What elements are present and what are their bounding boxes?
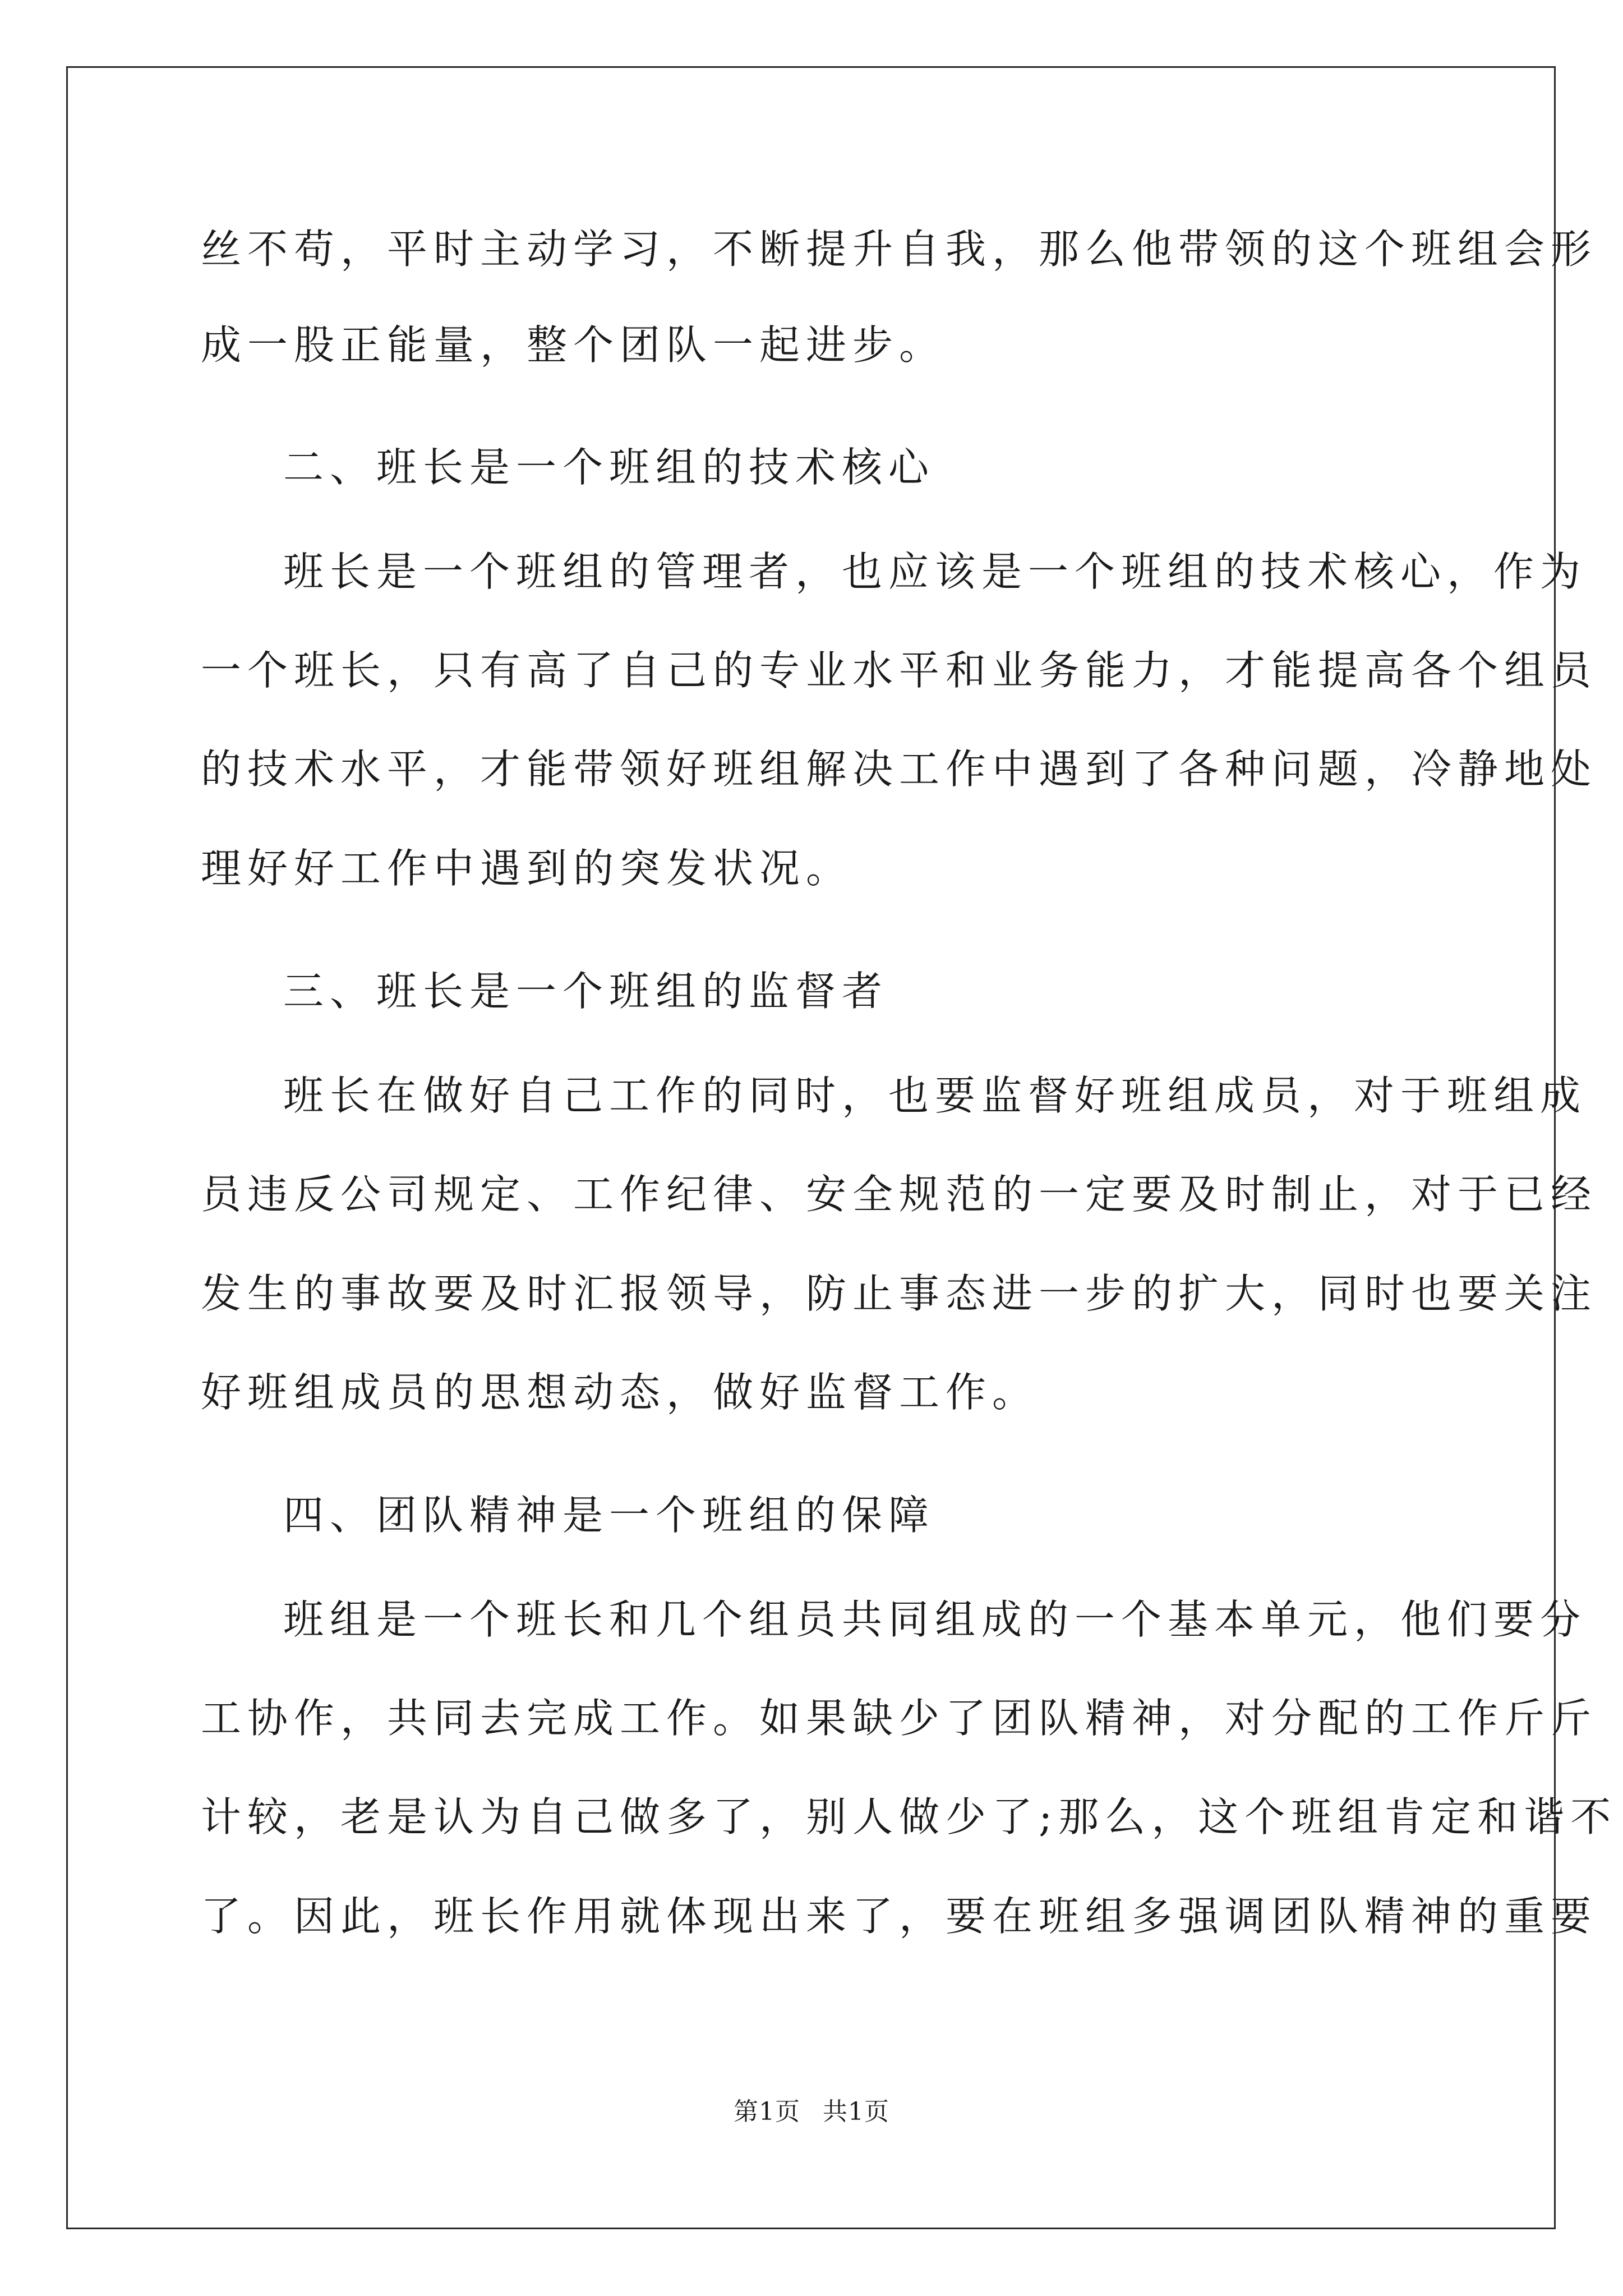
- total-pages-label: 共1页: [823, 2097, 889, 2126]
- section-heading-2: 二、班长是一个班组的技术核心: [283, 444, 935, 491]
- section-heading-4: 四、团队精神是一个班组的保障: [283, 1492, 935, 1539]
- text-line-6: 的技术水平，才能带领好班组解决工作中遇到了各种问题，冷静地处: [201, 746, 1598, 793]
- text-line-2: 成一股正能量，整个团队一起进步。: [201, 321, 946, 369]
- section-heading-3: 三、班长是一个班组的监督者: [283, 968, 889, 1015]
- text-line-7: 理好好工作中遇到的突发状况。: [201, 845, 853, 892]
- text-line-12: 好班组成员的思想动态，做好监督工作。: [201, 1369, 1039, 1416]
- text-line-4: 班长是一个班组的管理者，也应该是一个班组的技术核心，作为: [283, 548, 1587, 595]
- text-line-14: 班组是一个班长和几个组员共同组成的一个基本单元，他们要分: [283, 1596, 1587, 1643]
- text-line-9: 班长在做好自己工作的同时，也要监督好班组成员，对于班组成: [283, 1072, 1587, 1119]
- text-line-1: 丝不苟，平时主动学习，不断提升自我，那么他带领的这个班组会形: [201, 226, 1598, 273]
- text-line-11: 发生的事故要及时汇报领导，防止事态进一步的扩大，同时也要关注: [201, 1270, 1598, 1317]
- page-footer: [0, 2095, 1623, 2129]
- text-line-10: 员违反公司规定、工作纪律、安全规范的一定要及时制止，对于已经: [201, 1171, 1598, 1218]
- current-page-label: 第1页: [734, 2097, 800, 2126]
- text-line-16: 计较，老是认为自己做多了，别人做少了;那么，这个班组肯定和谐不: [201, 1793, 1617, 1841]
- text-line-15: 工协作，共同去完成工作。如果缺少了团队精神，对分配的工作斤斤: [201, 1695, 1598, 1742]
- text-line-5: 一个班长，只有高了自己的专业水平和业务能力，才能提高各个组员: [201, 647, 1598, 694]
- text-line-17: 了。因此，班长作用就体现出来了，要在班组多强调团队精神的重要: [201, 1893, 1598, 1940]
